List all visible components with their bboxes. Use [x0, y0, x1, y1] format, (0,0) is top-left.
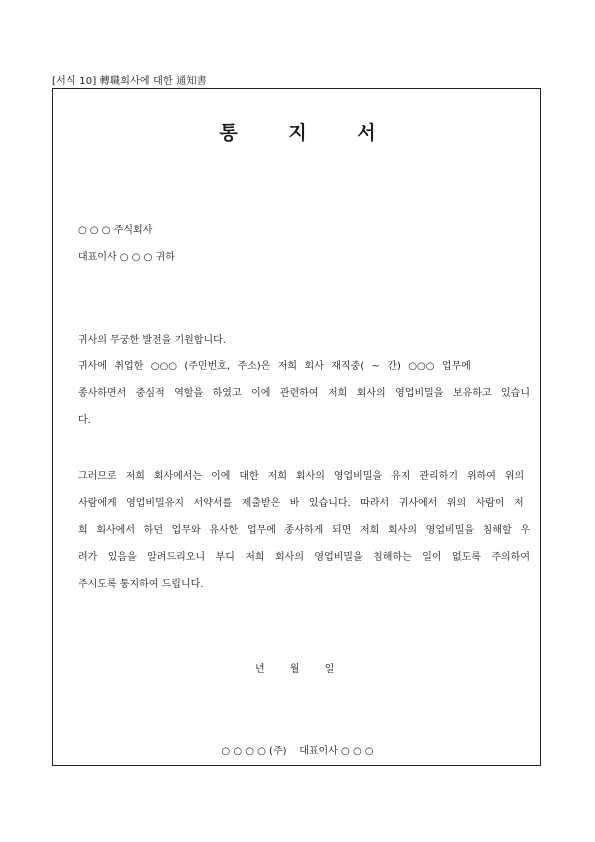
paragraph2-line: 려가 있음을 알려드리오니 부디 저희 회사의 영업비밀을 침해하는 일이 없도록 주의하여 — [78, 552, 530, 563]
paragraph2-line: 희 회사에서 하던 업무와 유사한 업무에 종사하게 되면 저희 회사의 영업비밀을 침해할 우 — [78, 525, 530, 536]
paragraph1-line: 종사하면서 중심적 역할을 하였고 이에 관련하여 저희 회사의 영업비밀을 보유하고 있습니 — [78, 388, 530, 399]
paragraph2-line: 그러므로 저희 회사에서는 이에 대한 저희 회사의 영업비밀을 유지 관리하기 위하여 위의 — [78, 471, 525, 482]
form-number-label: [서식 10] 轉職회사에 대한 通知書 — [52, 76, 207, 87]
paragraph1-line: 다. — [78, 415, 91, 426]
paragraph2-line: 주시도록 통지하여 드립니다. — [78, 579, 204, 590]
signature-line: ○ ○ ○ ○ (주) 대표이사 ○ ○ ○ — [221, 746, 374, 757]
document-title: 통 지 서 — [219, 122, 398, 144]
date-line: 년 월 일 — [255, 664, 335, 675]
recipient-ceo: 대표이사 ○ ○ ○ 귀하 — [78, 252, 175, 263]
paragraph1-line: 귀사에 취업한 ○○○ (주민번호, 주소)은 저희 회사 재직중( ~ 간) ○○○ 업무에 — [78, 361, 471, 372]
recipient-company: ○ ○ ○ 주식회사 — [78, 225, 153, 236]
paragraph2-line: 사람에게 영업비밀유지 서약서를 제출받은 바 있습니다. 따라서 귀사에서 위의 사람이 저 — [78, 498, 524, 509]
greeting-line: 귀사의 무궁한 발전을 기원합니다. — [78, 335, 226, 346]
